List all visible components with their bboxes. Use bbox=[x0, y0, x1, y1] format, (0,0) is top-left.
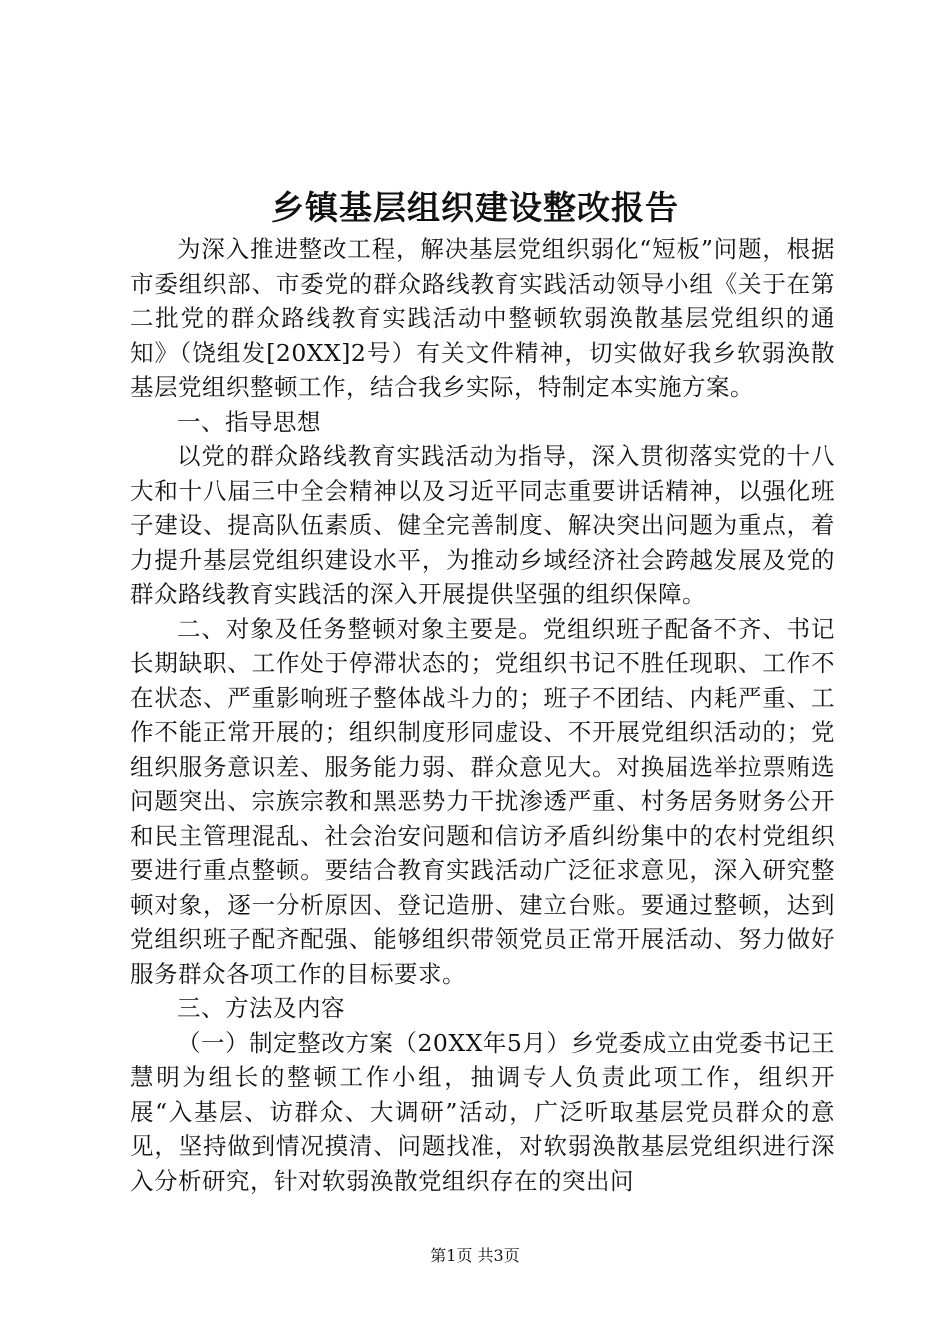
section-heading-guiding-ideology: 一、指导思想 bbox=[177, 407, 321, 436]
page-number-footer: 第1页 共3页 bbox=[430, 1246, 520, 1265]
section-heading-methods: 三、方法及内容 bbox=[177, 994, 345, 1022]
paragraph-targets-and-tasks: 二、对象及任务整顿对象主要是。党组织班子配备不齐、书记长期缺职、工作处于停滞状态的；党组织书记不胜任现职、工作不在状态、严重影响班子整体战斗力的；班子不团结、内耗严重、工作不能正常开展的；组织制度形同虚设、不开展党组织活动的；党组织服务意识差、服务能力弱、群众意见大。对换届选举拉票贿选问题突出、宗族宗教和黑恶势力干扰渗透严重、村务居务财务公开和民主管理混乱、社会治安问题和信访矛盾纠纷集中的农村党组织要进行重点整顿。要结合教育实践活动广泛征求意见，深入研究整顿对象，逐一分析原因、登记造册、建立台账。要通过整顿，达到党组织班子配齐配强、能够组织带领党员正常开展活动、努力做好服务群众各项工作的目标要求。 bbox=[130, 614, 835, 988]
paragraph-guiding-ideology: 以党的群众路线教育实践活动为指导，深入贯彻落实党的十八大和十八届三中全会精神以及习近平同志重要讲话精神，以强化班子建设、提高队伍素质、健全完善制度、解决突出问题为重点，着力提升基层党组织建设水平，为推动乡域经济社会跨越发展及党的群众路线教育实践活的深入开展提供坚强的组织保障。 bbox=[130, 442, 835, 608]
paragraph-rectification-plan: （一）制定整改方案（20XX年5月）乡党委成立由党委书记王慧明为组长的整顿工作小组，抽调专人负责此项工作，组织开展“入基层、访群众、大调研”活动，广泛听取基层党员群众的意见，坚持做到情况摸清、问题找准，对软弱涣散基层党组织进行深入分析研究，针对软弱涣散党组织存在的突出问 bbox=[130, 1028, 835, 1195]
document-body bbox=[130, 232, 835, 1198]
paragraph-intro: 为深入推进整改工程，解决基层党组织弱化“短板”问题，根据市委组织部、市委党的群众路线教育实践活动领导小组《关于在第二批党的群众路线教育实践活动中整顿软弱涣散基层党组织的通知》（饶组发[20XX]2号）有关文件精神，切实做好我乡软弱涣散基层党组织整顿工作，结合我乡实际，特制定本实施方案。 bbox=[130, 235, 835, 401]
document-title: 乡镇基层组织建设整改报告 bbox=[271, 188, 679, 227]
